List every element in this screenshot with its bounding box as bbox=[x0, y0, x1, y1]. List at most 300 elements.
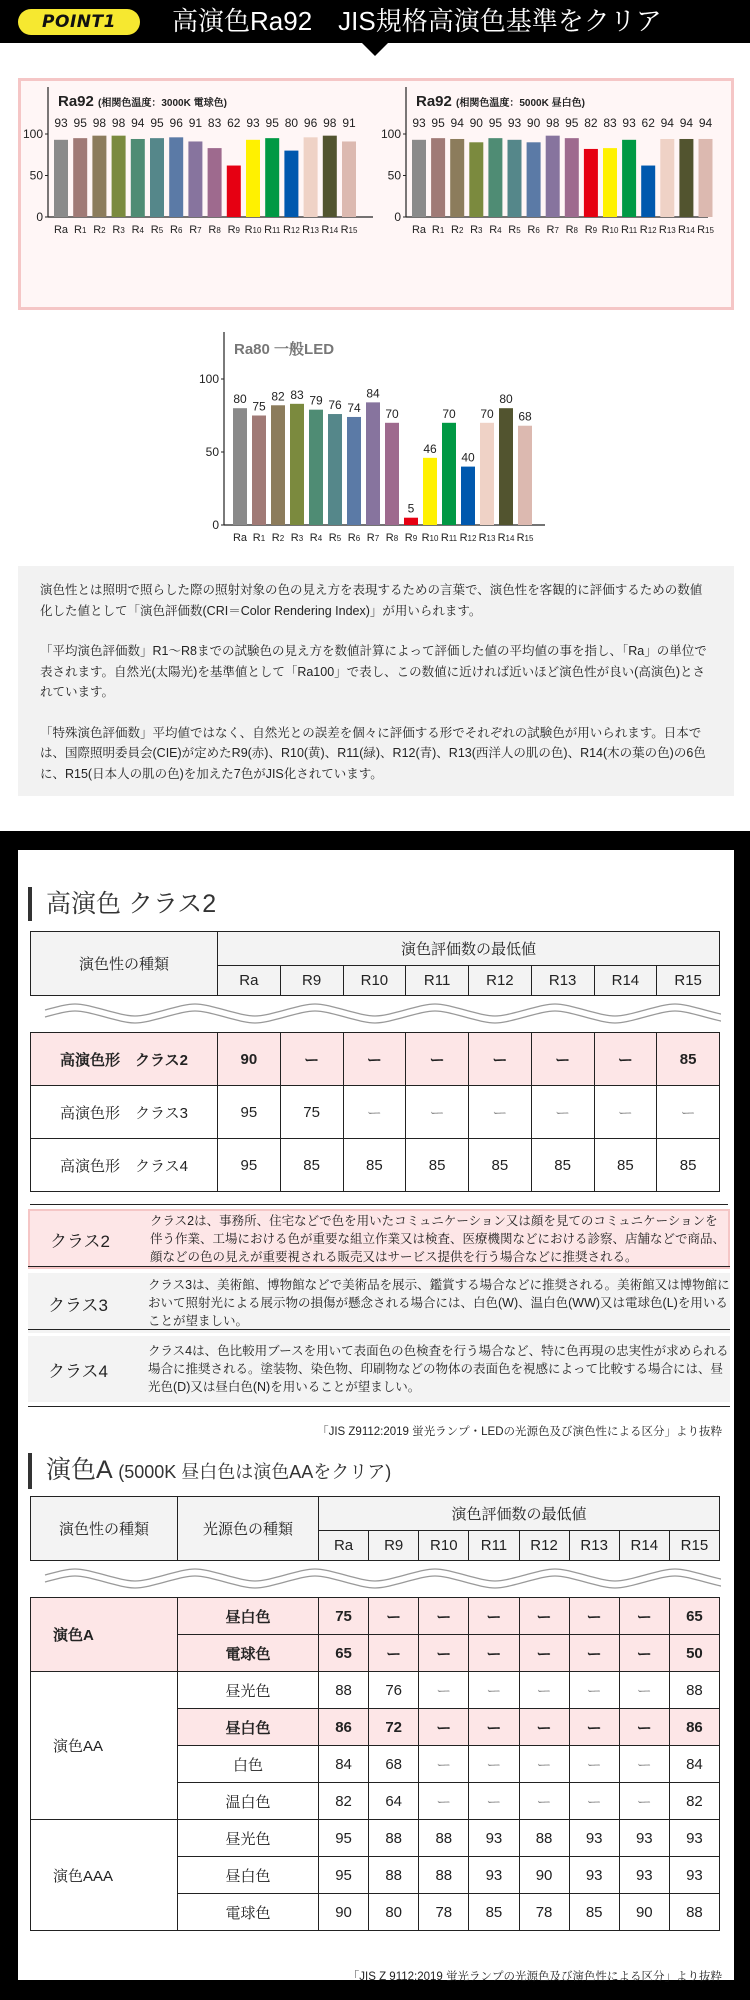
cell-R13: ー bbox=[569, 1635, 619, 1672]
x-tick-label: R13 bbox=[658, 224, 676, 236]
cell-Ra: 90 bbox=[218, 1033, 281, 1086]
bar-R15 bbox=[342, 141, 356, 217]
col-header-group: 演色評価数の最低値 bbox=[218, 932, 720, 966]
bar-R4 bbox=[309, 410, 323, 525]
cell-R13: ー bbox=[569, 1709, 619, 1746]
cell-R13: ー bbox=[531, 1033, 594, 1086]
data-label: 95 bbox=[73, 116, 87, 130]
x-tick-label: R12 bbox=[639, 224, 657, 236]
cell-R12: ー bbox=[469, 1033, 532, 1086]
source-label: 昼白色 bbox=[178, 1598, 319, 1635]
cell-Ra: 86 bbox=[319, 1709, 369, 1746]
x-tick-label: R9 bbox=[227, 224, 241, 236]
chart-title: Ra80 一般LED bbox=[234, 341, 335, 358]
group-label: 演色AA bbox=[31, 1672, 178, 1820]
cell-R11: 85 bbox=[406, 1139, 469, 1192]
x-tick-label: R13 bbox=[478, 532, 496, 544]
col-header-source: 光源色の種類 bbox=[178, 1497, 319, 1561]
data-label: 95 bbox=[431, 116, 445, 130]
col-header-R13: R13 bbox=[569, 1531, 619, 1561]
cell-R13: 93 bbox=[569, 1857, 619, 1894]
col-header-R15: R15 bbox=[657, 966, 720, 996]
cell-R11: ー bbox=[469, 1672, 519, 1709]
data-label: 62 bbox=[227, 116, 241, 130]
x-tick-label: R8 bbox=[565, 224, 579, 236]
cell-R14: ー bbox=[619, 1598, 669, 1635]
table-row bbox=[31, 1033, 720, 1086]
x-tick-label: R9 bbox=[404, 532, 418, 544]
cell-R13: ー bbox=[531, 1086, 594, 1139]
cell-R11: 93 bbox=[469, 1820, 519, 1857]
class-name: クラス3 bbox=[48, 1295, 108, 1315]
wave-break-icon bbox=[31, 996, 721, 1032]
class-text: クラス4は、色比較用ブースを用いて表面色の色検査を行う場合など、特に色再現の忠実性が求められる場合に推奨される。塗装物、染色物、印刷物などの物体の表面色を視感によって比較する場合には、昼光色(D)又は昼白色(N)を用いることが望ましい。 bbox=[148, 1344, 729, 1394]
divider bbox=[28, 1406, 730, 1407]
data-label: 90 bbox=[469, 116, 483, 130]
bar-R4 bbox=[131, 139, 145, 217]
cell-R15: 88 bbox=[669, 1672, 719, 1709]
data-label: 79 bbox=[309, 393, 323, 408]
data-label: 98 bbox=[111, 116, 126, 130]
bar-R8 bbox=[565, 138, 579, 217]
cell-R15: 85 bbox=[657, 1139, 720, 1192]
cell-R14: 93 bbox=[619, 1820, 669, 1857]
cell-R13: ー bbox=[569, 1783, 619, 1820]
y-tick-label: 50 bbox=[387, 168, 401, 183]
source-label: 昼光色 bbox=[178, 1820, 319, 1857]
bar-R10 bbox=[423, 458, 437, 525]
bar-R5 bbox=[150, 138, 164, 217]
cell-R9: 88 bbox=[369, 1820, 419, 1857]
data-label: 94 bbox=[450, 116, 464, 130]
data-label: 84 bbox=[366, 386, 380, 401]
x-tick-label: R11 bbox=[264, 224, 281, 236]
class-text: クラス3は、美術館、博物館などで美術品を展示、鑑賞する場合などに推奨される。美術館又は博物館において照射光による展示物の損傷が懸念される場合には、白色(W)、温白色(WW)又は電球色(L)を用いることが望ましい。 bbox=[148, 1278, 730, 1328]
bar-R15 bbox=[518, 426, 532, 525]
table-row bbox=[31, 1672, 720, 1709]
col-header-type: 演色性の種類 bbox=[31, 1497, 178, 1561]
row-label: 高演色形 クラス4 bbox=[31, 1139, 218, 1192]
bar-R14 bbox=[679, 139, 693, 217]
data-label: 95 bbox=[488, 116, 503, 130]
cell-R10: ー bbox=[419, 1709, 469, 1746]
x-tick-label: R11 bbox=[620, 224, 638, 236]
cell-R10: 78 bbox=[419, 1894, 469, 1931]
cell-R11: 85 bbox=[469, 1894, 519, 1931]
cell-R12: ー bbox=[519, 1746, 569, 1783]
data-label: 96 bbox=[303, 116, 318, 130]
data-label: 95 bbox=[150, 116, 164, 130]
section-title-a bbox=[28, 1453, 391, 1489]
cell-R9: 72 bbox=[369, 1709, 419, 1746]
x-tick-label: R2 bbox=[271, 532, 285, 544]
y-tick-label: 100 bbox=[198, 372, 219, 386]
data-label: 46 bbox=[423, 441, 437, 456]
source-label: 昼白色 bbox=[178, 1857, 319, 1894]
cell-R11: ー bbox=[469, 1709, 519, 1746]
x-tick-label: R8 bbox=[385, 532, 399, 544]
row-label: 高演色形 クラス3 bbox=[31, 1086, 218, 1139]
data-label: 82 bbox=[584, 116, 598, 130]
cell-R14: ー bbox=[619, 1709, 669, 1746]
bar-R6 bbox=[527, 142, 541, 217]
cell-R9: 64 bbox=[369, 1783, 419, 1820]
col-header-R11: R11 bbox=[469, 1531, 519, 1561]
bar-R5 bbox=[328, 414, 342, 525]
class-table bbox=[30, 931, 720, 1192]
data-label: 75 bbox=[252, 399, 266, 414]
chart-title: Ra92 bbox=[416, 93, 452, 110]
bar-Ra bbox=[233, 408, 247, 525]
x-tick-label: R13 bbox=[302, 224, 320, 236]
data-label: 91 bbox=[188, 116, 203, 130]
cell-R15: 88 bbox=[669, 1894, 719, 1931]
data-label: 82 bbox=[271, 389, 285, 404]
source-label: 昼白色 bbox=[178, 1709, 319, 1746]
x-tick-label: R15 bbox=[516, 532, 534, 544]
description-paragraph: 「特殊演色評価数」平均値ではなく、自然光との誤差を個々に評価する形でそれぞれの試験色が用いられます。日本では、国際照明委員会(CIE)が定めたR9(赤)、R10(黄)、R11(緑)、R12(青)、R13(西洋人の肌の色)、R14(木の葉の色)の6色に、R15(日本人の肌の色)を加えた7色がJIS化されています。 bbox=[40, 725, 706, 781]
cell-Ra: 65 bbox=[319, 1635, 369, 1672]
section-title-class2 bbox=[28, 887, 216, 921]
x-tick-label: R10 bbox=[244, 224, 262, 236]
data-label: 94 bbox=[660, 116, 674, 130]
x-tick-label: R6 bbox=[527, 224, 540, 236]
x-tick-label: R5 bbox=[328, 532, 342, 544]
y-tick-label: 50 bbox=[205, 445, 219, 459]
bar-R5 bbox=[508, 140, 522, 217]
bar-R7 bbox=[366, 402, 380, 525]
col-header-R14: R14 bbox=[594, 966, 657, 996]
cell-R13: 93 bbox=[569, 1820, 619, 1857]
x-tick-label: R1 bbox=[252, 532, 266, 544]
data-label: 40 bbox=[461, 450, 475, 465]
cell-R12: 88 bbox=[519, 1820, 569, 1857]
x-tick-label: R3 bbox=[290, 532, 304, 544]
cell-R9: 88 bbox=[369, 1857, 419, 1894]
group-label: 演色A bbox=[31, 1598, 178, 1672]
cell-R9: 76 bbox=[369, 1672, 419, 1709]
cell-R10: 88 bbox=[419, 1857, 469, 1894]
col-header-group: 演色評価数の最低値 bbox=[319, 1497, 720, 1531]
cell-R11: ー bbox=[406, 1033, 469, 1086]
cell-R12: 90 bbox=[519, 1857, 569, 1894]
data-label: 94 bbox=[131, 116, 145, 130]
x-tick-label: R14 bbox=[497, 532, 515, 544]
bar-R9 bbox=[584, 149, 598, 217]
data-label: 76 bbox=[328, 398, 342, 413]
cell-R15: 65 bbox=[669, 1598, 719, 1635]
col-header-R10: R10 bbox=[343, 966, 406, 996]
x-tick-label: R10 bbox=[421, 532, 439, 544]
x-tick-label: Ra bbox=[232, 532, 248, 544]
cell-R14: ー bbox=[594, 1033, 657, 1086]
x-tick-label: R8 bbox=[208, 224, 221, 236]
bar-R9 bbox=[404, 518, 418, 525]
bar-R3 bbox=[469, 142, 483, 217]
x-tick-label: R12 bbox=[459, 532, 477, 544]
source-note: 「JIS Z 9112:2019 蛍光ランプの光源色及び演色性による区分」より抜粋 bbox=[347, 1971, 722, 1983]
cell-R12: 78 bbox=[519, 1894, 569, 1931]
col-header-R11: R11 bbox=[406, 966, 469, 996]
cell-R15: ー bbox=[657, 1086, 720, 1139]
col-header-R15: R15 bbox=[669, 1531, 719, 1561]
bar-R12 bbox=[641, 166, 655, 217]
data-label: 91 bbox=[342, 116, 356, 130]
y-tick-label: 0 bbox=[212, 518, 219, 532]
bar-R12 bbox=[284, 151, 298, 217]
bar-Ra bbox=[412, 140, 426, 217]
col-header-R10: R10 bbox=[419, 1531, 469, 1561]
data-label: 80 bbox=[499, 392, 513, 407]
cell-R14: 93 bbox=[619, 1857, 669, 1894]
x-tick-label: R14 bbox=[677, 224, 695, 236]
bar-R8 bbox=[385, 423, 399, 525]
bar-R3 bbox=[112, 136, 126, 217]
divider bbox=[28, 1329, 730, 1330]
cell-Ra: 75 bbox=[319, 1598, 369, 1635]
data-label: 62 bbox=[641, 116, 655, 130]
y-tick-label: 0 bbox=[36, 210, 43, 224]
data-label: 93 bbox=[246, 116, 260, 130]
data-label: 70 bbox=[480, 406, 494, 421]
chart-ra80 bbox=[170, 325, 560, 545]
x-tick-label: R1 bbox=[73, 224, 87, 236]
x-tick-label: R1 bbox=[431, 224, 445, 236]
col-header-R13: R13 bbox=[531, 966, 594, 996]
class-description bbox=[28, 1336, 730, 1402]
cell-R12: ー bbox=[519, 1635, 569, 1672]
bar-R14 bbox=[499, 408, 513, 525]
cell-R14: ー bbox=[619, 1783, 669, 1820]
bar-R1 bbox=[252, 416, 266, 526]
cell-R12: 85 bbox=[469, 1139, 532, 1192]
cell-R14: ー bbox=[619, 1672, 669, 1709]
x-tick-label: R2 bbox=[93, 224, 106, 236]
x-tick-label: R14 bbox=[321, 224, 339, 236]
cell-R9: 68 bbox=[369, 1746, 419, 1783]
bar-R2 bbox=[92, 136, 106, 217]
description-paragraph: 「平均演色評価数」R1～R8までの試験色の見え方を数値計算によって評価した値の平均値の事を指し、「Ra」の単位で表されます。自然光(太陽光)を基準値として「Ra100」で表し、この数値に近ければ近いほど演色性が良い(高演色)とされています。 bbox=[40, 644, 707, 699]
data-label: 83 bbox=[603, 116, 617, 130]
data-label: 83 bbox=[290, 387, 304, 402]
data-label: 70 bbox=[385, 406, 399, 421]
x-tick-label: R6 bbox=[169, 224, 183, 236]
cell-R10: ー bbox=[419, 1635, 469, 1672]
divider bbox=[28, 1266, 730, 1267]
data-label: 90 bbox=[526, 116, 541, 130]
x-tick-label: R15 bbox=[697, 224, 714, 236]
x-tick-label: R11 bbox=[440, 532, 458, 544]
bar-R10 bbox=[246, 140, 260, 217]
x-tick-label: R10 bbox=[601, 224, 619, 236]
data-label: 70 bbox=[442, 406, 456, 421]
source-label: 温白色 bbox=[178, 1783, 319, 1820]
wave-break-icon bbox=[31, 1561, 721, 1597]
cell-R15: 93 bbox=[669, 1857, 719, 1894]
col-header-R9: R9 bbox=[369, 1531, 419, 1561]
source-label: 電球色 bbox=[178, 1894, 319, 1931]
x-tick-label: R4 bbox=[131, 224, 145, 236]
source-label: 昼光色 bbox=[178, 1672, 319, 1709]
y-tick-label: 50 bbox=[29, 168, 43, 183]
cell-R10: ー bbox=[419, 1783, 469, 1820]
class-text: クラス2は、事務所、住宅などで色を用いたコミュニケーション又は顔を見てのコミュニケーションを伴う作業、工場における色が重要な組立作業又は検査、医療機関などにおける診察、店舗などで商品、顔などの色の見えが重要視される販売又はサービス提供を行う場合などに推奨される。 bbox=[150, 1214, 726, 1264]
bar-R2 bbox=[450, 139, 464, 217]
cell-R11: 93 bbox=[469, 1857, 519, 1894]
bar-R6 bbox=[169, 137, 183, 217]
cell-R14: ー bbox=[594, 1086, 657, 1139]
source-label: 電球色 bbox=[178, 1635, 319, 1672]
x-tick-label: R4 bbox=[309, 532, 323, 544]
col-header-R12: R12 bbox=[469, 966, 532, 996]
wave-separator bbox=[31, 1561, 720, 1598]
x-tick-label: R12 bbox=[282, 224, 300, 236]
grade-table bbox=[30, 1496, 720, 1931]
cell-R11: ー bbox=[469, 1783, 519, 1820]
data-label: 83 bbox=[207, 116, 222, 130]
x-tick-label: R4 bbox=[489, 224, 502, 236]
cell-R11: ー bbox=[469, 1635, 519, 1672]
chart-5000k bbox=[378, 78, 734, 310]
cri-description bbox=[18, 566, 734, 796]
col-header-R14: R14 bbox=[619, 1531, 669, 1561]
class-description bbox=[28, 1209, 730, 1269]
x-tick-label: R6 bbox=[347, 532, 361, 544]
cell-R9: 85 bbox=[280, 1139, 343, 1192]
cell-Ra: 90 bbox=[319, 1894, 369, 1931]
x-tick-label: R7 bbox=[189, 224, 202, 236]
point-badge: POINT1 bbox=[18, 9, 140, 35]
chart-3000k bbox=[18, 78, 378, 310]
cell-R12: ー bbox=[519, 1783, 569, 1820]
x-tick-label: R2 bbox=[450, 224, 464, 236]
cell-R13: ー bbox=[569, 1672, 619, 1709]
cell-R10: 85 bbox=[343, 1139, 406, 1192]
bar-R11 bbox=[442, 423, 456, 525]
section-subtitle: (5000K 昼白色は演色AAをクリア) bbox=[118, 1462, 392, 1482]
page-title: 高演色Ra92 JIS規格高演色基準をクリア bbox=[172, 6, 662, 36]
standards-frame bbox=[0, 831, 750, 2000]
source-label: 白色 bbox=[178, 1746, 319, 1783]
bar-R10 bbox=[603, 148, 617, 217]
data-label: 80 bbox=[233, 392, 247, 407]
data-label: 94 bbox=[698, 116, 713, 130]
bar-R13 bbox=[660, 139, 674, 217]
x-tick-label: R9 bbox=[584, 224, 598, 236]
data-label: 96 bbox=[169, 116, 183, 130]
bar-R7 bbox=[188, 141, 202, 217]
chart-subtitle: (相関色温度：3000K 電球色) bbox=[98, 98, 227, 109]
y-tick-label: 100 bbox=[22, 127, 43, 141]
cell-R13: ー bbox=[569, 1746, 619, 1783]
data-label: 98 bbox=[323, 116, 337, 130]
cell-R10: 88 bbox=[419, 1820, 469, 1857]
data-label: 93 bbox=[412, 116, 426, 130]
row-label: 高演色形 クラス2 bbox=[31, 1033, 218, 1086]
header-bar bbox=[0, 0, 750, 43]
cell-Ra: 88 bbox=[319, 1672, 369, 1709]
cell-R15: 84 bbox=[669, 1746, 719, 1783]
class-name: クラス2 bbox=[50, 1231, 110, 1251]
col-header-Ra: Ra bbox=[319, 1531, 369, 1561]
cell-R14: 90 bbox=[619, 1894, 669, 1931]
cell-Ra: 95 bbox=[319, 1820, 369, 1857]
cell-R10: ー bbox=[419, 1598, 469, 1635]
divider bbox=[30, 1204, 728, 1205]
cell-R10: ー bbox=[343, 1086, 406, 1139]
cell-Ra: 95 bbox=[218, 1139, 281, 1192]
x-tick-label: R5 bbox=[150, 224, 164, 236]
cell-R15: 86 bbox=[669, 1709, 719, 1746]
down-arrow-icon bbox=[362, 43, 388, 56]
bar-R13 bbox=[480, 423, 494, 525]
col-header-type: 演色性の種類 bbox=[31, 932, 218, 996]
data-label: 94 bbox=[679, 116, 694, 130]
cell-R13: ー bbox=[569, 1598, 619, 1635]
data-label: 80 bbox=[284, 116, 299, 130]
chart-title: Ra92 bbox=[58, 93, 94, 110]
x-tick-label: R7 bbox=[546, 224, 559, 236]
bar-R9 bbox=[227, 166, 241, 217]
cell-R12: ー bbox=[519, 1672, 569, 1709]
bar-R11 bbox=[265, 138, 279, 217]
cell-R14: 85 bbox=[594, 1139, 657, 1192]
y-tick-label: 100 bbox=[380, 127, 401, 141]
table-row bbox=[31, 1086, 720, 1139]
cell-R9: 80 bbox=[369, 1894, 419, 1931]
bar-R12 bbox=[461, 467, 475, 525]
cell-R11: ー bbox=[406, 1086, 469, 1139]
data-label: 93 bbox=[507, 116, 522, 130]
cell-R9: 75 bbox=[280, 1086, 343, 1139]
standards-panel bbox=[18, 850, 734, 1983]
cell-R12: ー bbox=[519, 1709, 569, 1746]
description-paragraph: 演色性とは照明で照らした際の照射対象の色の見え方を表現するための言葉で、演色性を客観的に評価するための数値化した値として「演色評価数(CRI＝Color Rendering Index)」が用いられます。 bbox=[40, 583, 703, 618]
class-description bbox=[28, 1273, 730, 1333]
group-label: 演色AAA bbox=[31, 1820, 178, 1931]
cell-R10: ー bbox=[419, 1746, 469, 1783]
cell-R11: ー bbox=[469, 1746, 519, 1783]
x-tick-label: R15 bbox=[340, 224, 358, 236]
cell-R15: 82 bbox=[669, 1783, 719, 1820]
data-label: 93 bbox=[54, 116, 68, 130]
bar-R6 bbox=[347, 417, 361, 525]
x-tick-label: R5 bbox=[508, 224, 521, 236]
cell-R9: ー bbox=[280, 1033, 343, 1086]
bar-R2 bbox=[271, 405, 285, 525]
bar-Ra bbox=[54, 140, 68, 217]
bar-R13 bbox=[304, 137, 318, 217]
cell-R10: ー bbox=[419, 1672, 469, 1709]
col-header-R12: R12 bbox=[519, 1531, 569, 1561]
bar-R8 bbox=[208, 148, 222, 217]
bar-R3 bbox=[290, 404, 304, 525]
cell-R13: 85 bbox=[531, 1139, 594, 1192]
bar-R14 bbox=[323, 136, 337, 217]
section-title-text: 高演色 クラス2 bbox=[46, 890, 217, 918]
col-header-Ra: Ra bbox=[218, 966, 281, 996]
cell-Ra: 95 bbox=[218, 1086, 281, 1139]
cell-R11: ー bbox=[469, 1598, 519, 1635]
bar-R1 bbox=[431, 138, 445, 217]
x-tick-label: R3 bbox=[112, 224, 125, 236]
data-label: 74 bbox=[347, 400, 361, 415]
cell-R12: ー bbox=[469, 1086, 532, 1139]
table-row bbox=[31, 1139, 720, 1192]
data-label: 93 bbox=[622, 116, 636, 130]
data-label: 98 bbox=[546, 116, 560, 130]
chart-subtitle: (相関色温度：5000K 昼白色) bbox=[456, 98, 585, 109]
